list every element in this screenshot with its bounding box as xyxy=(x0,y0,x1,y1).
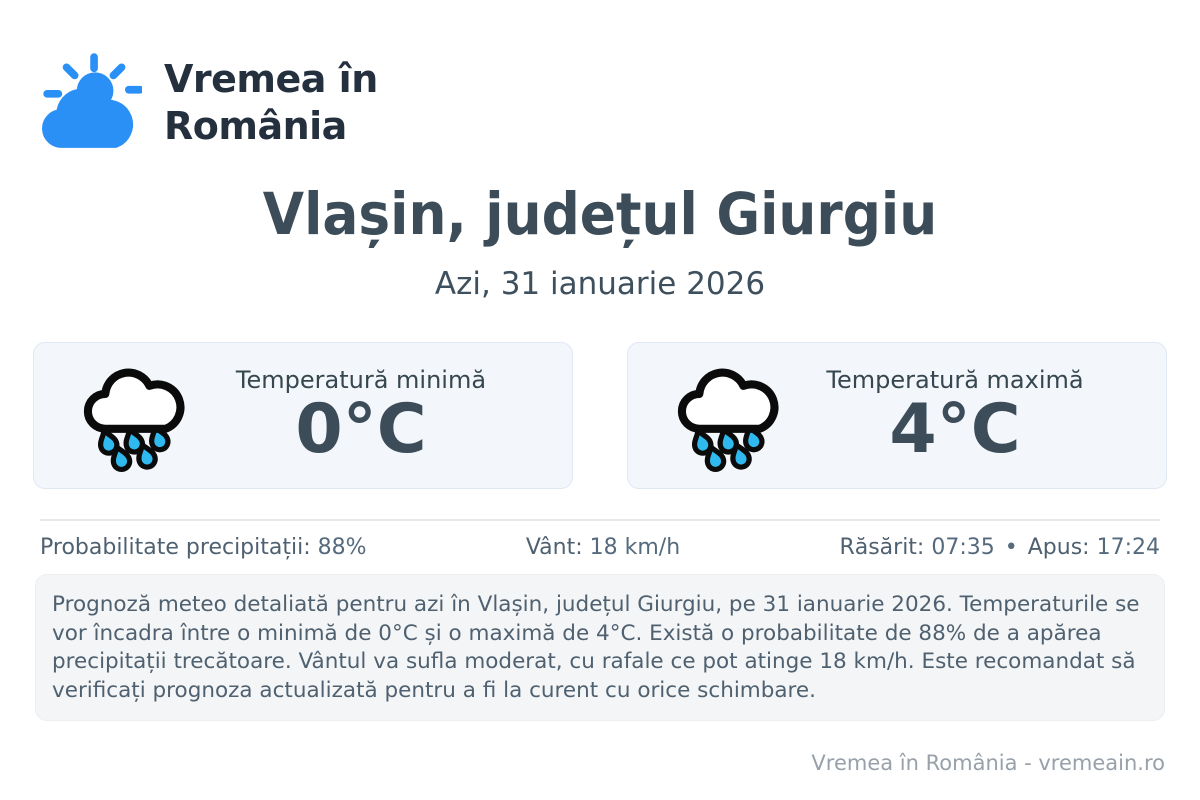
min-temperature-label: Temperatură minimă xyxy=(235,365,487,394)
stats-divider xyxy=(40,519,1160,521)
min-temperature-body xyxy=(190,365,532,469)
site-logo xyxy=(0,0,1200,154)
precipitation-value: 88% xyxy=(317,535,367,560)
wind-value: 18 km/h xyxy=(589,535,681,560)
sunset-value: 17:24 xyxy=(1096,535,1160,560)
forecast-description: Prognoză meteo detaliată pentru azi în Vlașin, județul Giurgiu, pe 31 ianuarie 2026. Temperaturile se vor încadra între o minimă de 0°C și o maximă de 4°C. Există o probabilitate de 88% de a apărea precipitații trecătoare. Vântul va sufla moderat, cu rafale ce pot atinge 18 km/h. Este recomandat să verificați prognoza actualizată pentru a fi la curent cu orice schimbare. xyxy=(52,592,1140,703)
max-temperature-body xyxy=(784,365,1126,469)
max-temperature-label: Temperatură maximă xyxy=(826,365,1084,394)
precipitation-label: Probabilitate precipitații: xyxy=(40,535,311,560)
stats-row xyxy=(40,535,1160,560)
sunrise-value: 07:35 xyxy=(931,535,995,560)
page-subtitle: Azi, 31 ianuarie 2026 xyxy=(434,266,766,302)
site-logo-text xyxy=(164,56,378,150)
footer-credit: Vremea în România - vremeain.ro xyxy=(811,751,1165,775)
sun-times-stat xyxy=(839,535,1160,560)
wind-stat xyxy=(526,535,680,560)
sunrise-label: Răsărit: xyxy=(839,535,925,560)
wind-label: Vânt: xyxy=(525,535,583,560)
cloud-with-rain-icon xyxy=(668,358,784,474)
cloud-with-rain-icon xyxy=(74,358,190,474)
temperature-cards xyxy=(33,342,1167,489)
precipitation-stat xyxy=(40,535,367,560)
max-temperature-card xyxy=(627,342,1167,489)
forecast-description-box xyxy=(35,574,1165,721)
bullet-separator: • xyxy=(1004,535,1018,560)
min-temperature-card xyxy=(33,342,573,489)
page-title: Vlașin, județul Giurgiu xyxy=(262,180,938,248)
site-logo-text-line2: România xyxy=(164,104,347,148)
min-temperature-value: 0°C xyxy=(295,389,427,469)
sun-behind-cloud-icon xyxy=(40,52,142,154)
site-logo-text-line1: Vremea în xyxy=(164,56,378,101)
max-temperature-value: 4°C xyxy=(889,389,1021,469)
sunset-label: Apus: xyxy=(1027,535,1090,560)
